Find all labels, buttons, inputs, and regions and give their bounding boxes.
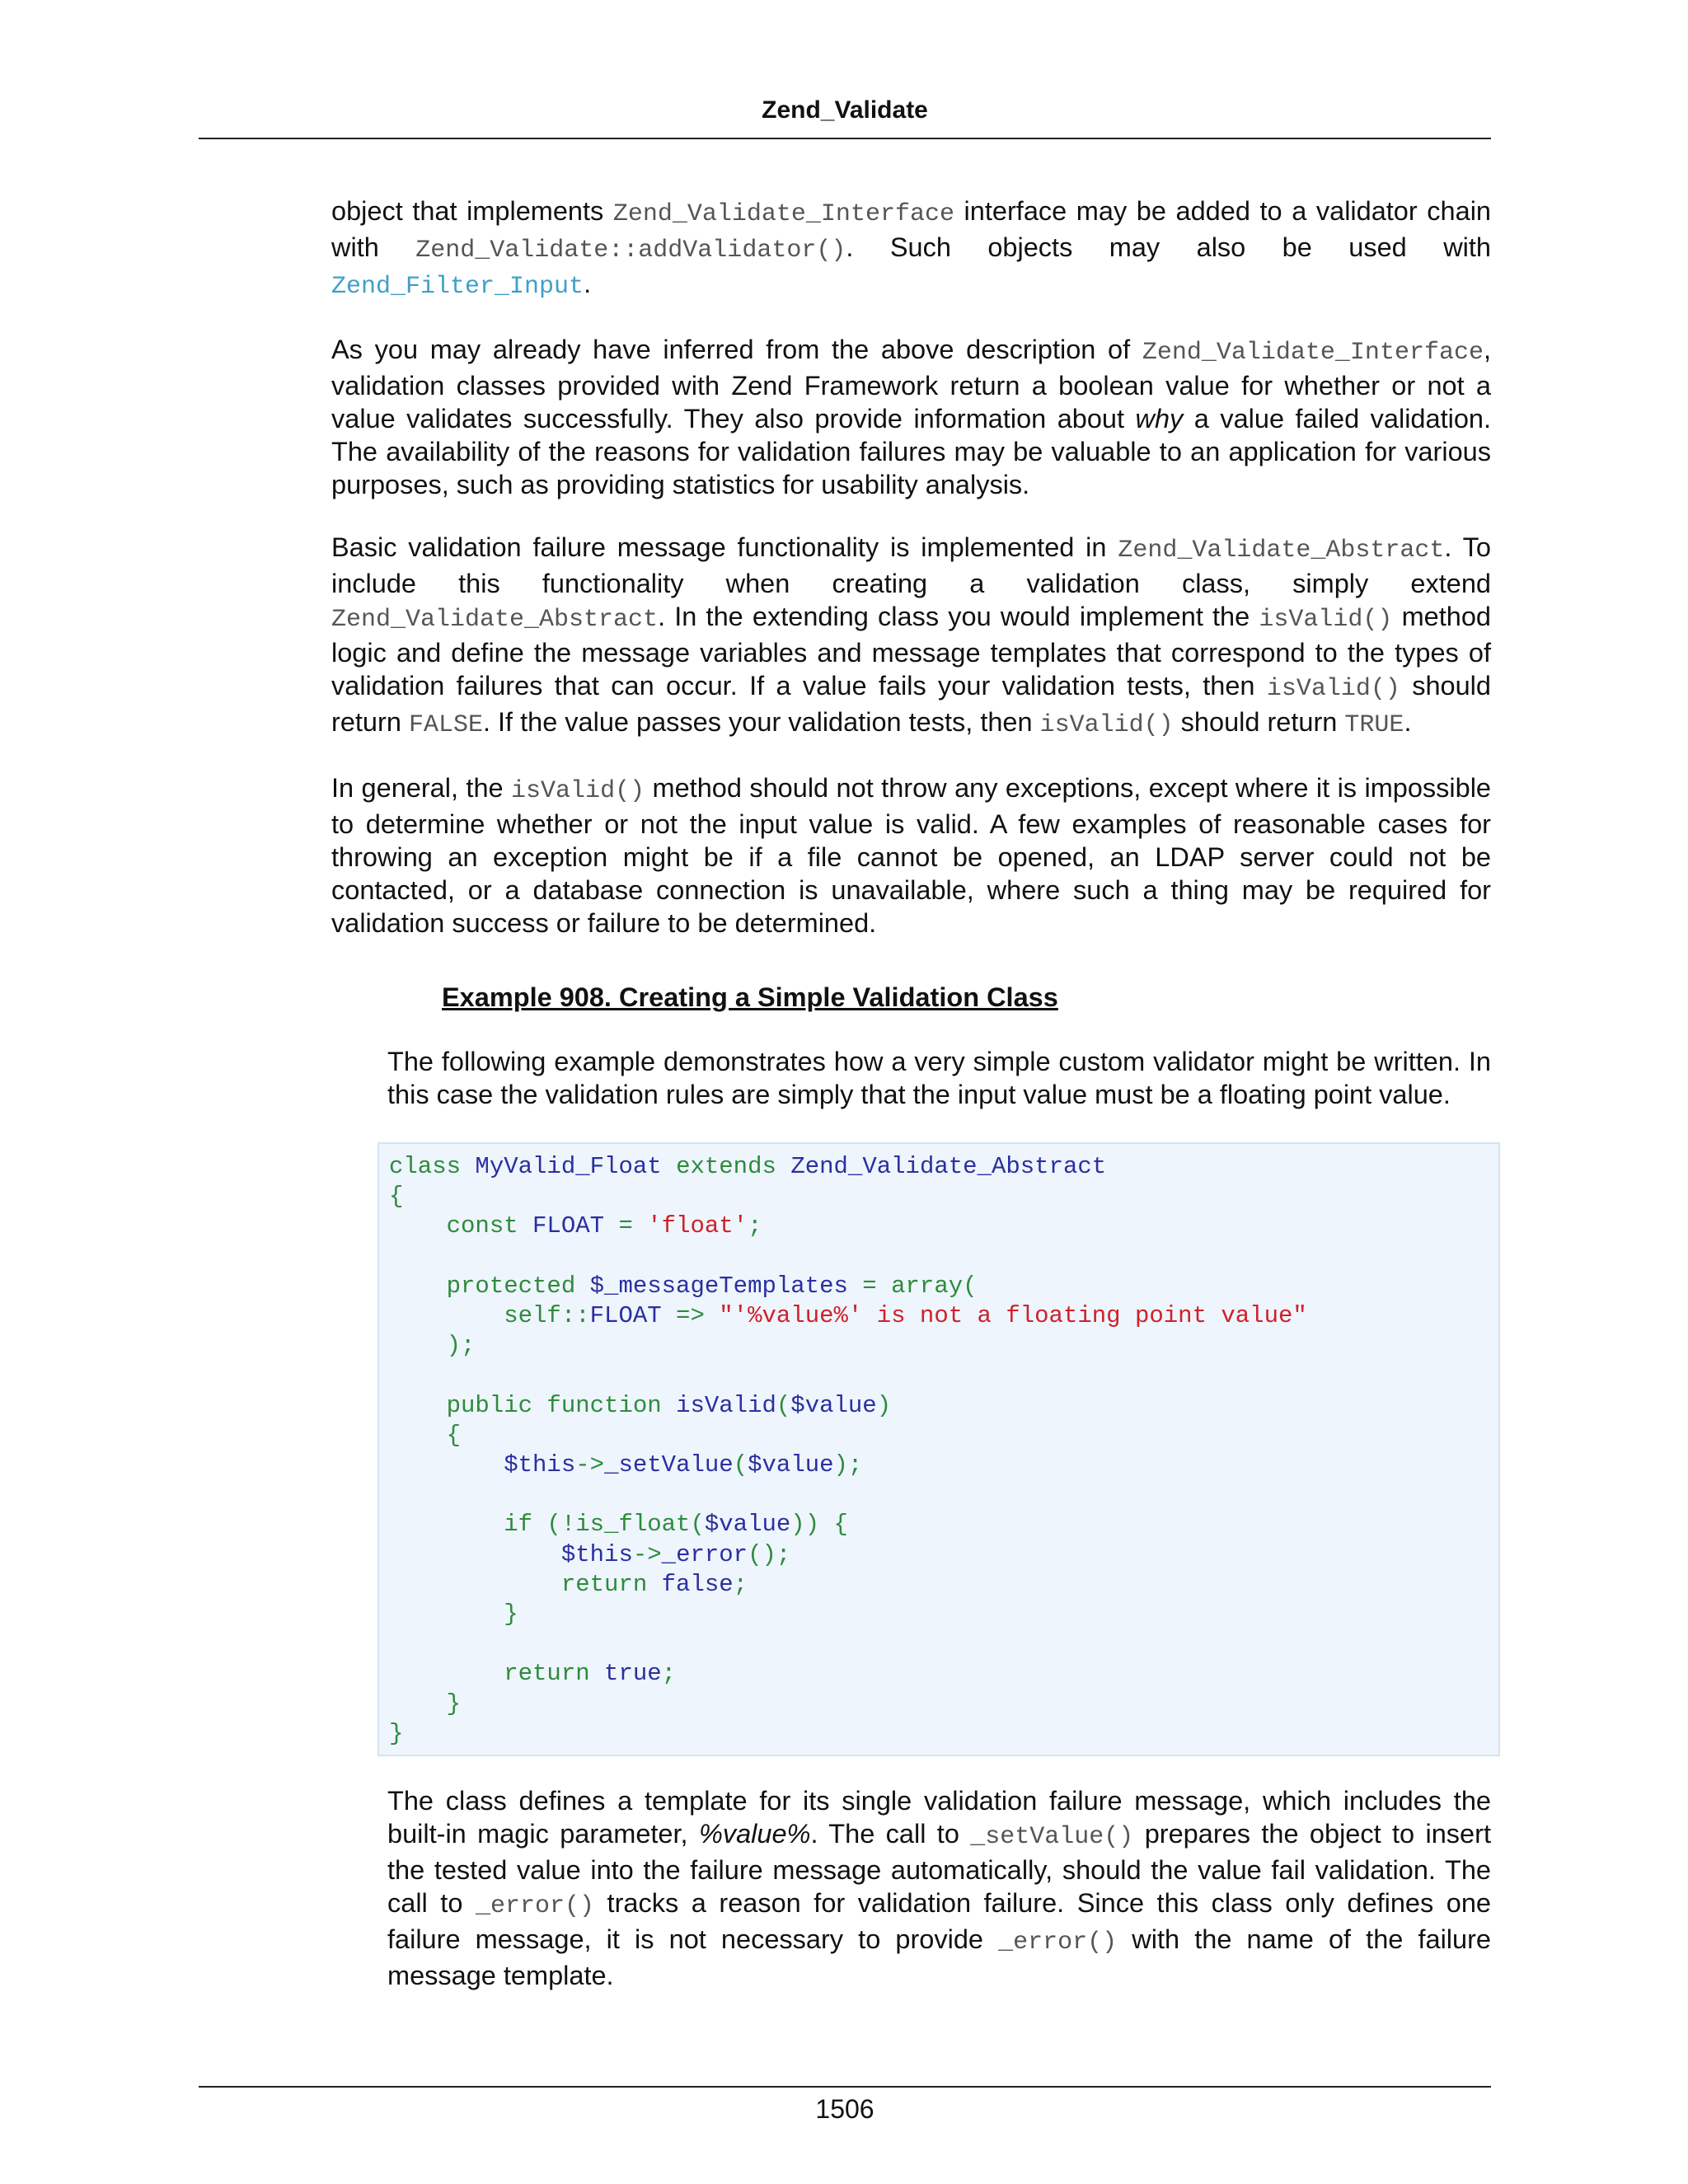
body-text: [331, 194, 1491, 969]
paragraph-interface: object that implements Zend_Validate_Interface interface may be added to a validator chain with Zend_Validate::addValidator(). Such objects may also be used with Zend_Filter_Input.: [331, 196, 1491, 301]
inline-code: Zend_Validate_Interface: [612, 200, 954, 228]
footer-divider: [199, 2086, 1491, 2088]
inline-code: _setValue(): [970, 1823, 1134, 1851]
inline-code: isValid(): [511, 777, 645, 805]
inline-code: isValid(): [1039, 711, 1174, 739]
paragraph-abstract: Basic validation failure message functionality is implemented in Zend_Validate_Abstract. To include this functionality when creating a validation class, simply extend Zend_Validate_Abstract. In the extending class you would implement the isValid() method logic and define the message variables and message templates that correspond to the types of validation failures that can occur. If a value fails your validation tests, then isValid() should return FALSE. If the value passes your validation tests, then isValid() should return TRUE.: [331, 532, 1492, 739]
inline-code: Zend_Validate::addValidator(): [415, 237, 846, 265]
page-header-title: Zend_Validate: [762, 96, 928, 124]
inline-code: isValid(): [1259, 606, 1393, 634]
example-explanation-text: The class defines a template for its single validation failure message, which includes the built-in magic parameter, %value%. The call to _setValue() prepares the object to insert the tested value into the failure message automatically, should the value fail validation. The call to _error() tracks a reason for validation failure. Since this class only defines one failure message, it is not necessary to provide _error() with the name of the failure message template.: [387, 1786, 1491, 1990]
inline-code: _error(): [475, 1892, 594, 1920]
paragraph-boolean: As you may already have inferred from the above description of Zend_Validate_Interface, validation classes provided with Zend Framework return a boolean value for whether or not a value validates successfully. They also provide information about why a value failed validation. The availability of the reasons for validation failures may be valuable to an application for various purposes, such as providing statistics for usability analysis.: [331, 335, 1491, 499]
inline-code: TRUE: [1344, 711, 1404, 739]
code-listing: class MyValid_Float extends Zend_Validate_Abstract { const FLOAT = 'float'; protected $_messageTemplates = array( self::FLOAT => "'%value%' is not a floating point value" ); public function isValid($value) { $this->_setValue($value); if (!is_float($value)) { $this->_error(); return false; } return true; } }: [389, 1153, 1307, 1747]
example-intro: [387, 1045, 1491, 1141]
page-number: 1506: [815, 2094, 874, 2124]
inline-code: FALSE: [408, 711, 483, 739]
example-title: Example 908. Creating a Simple Validation Class: [442, 982, 1058, 1012]
inline-code: Zend_Validate_Abstract: [1118, 537, 1445, 565]
example-explanation: [387, 1784, 1491, 2022]
example-intro-text: The following example demonstrates how a very simple custom validator might be written. In this case the validation rules are simply that the input value must be a floating point value.: [387, 1047, 1491, 1109]
inline-code: Zend_Validate_Interface: [1142, 339, 1484, 367]
paragraph-exceptions: In general, the isValid() method should not throw any exceptions, except where it is impossible to determine whether or not the input value is valid. A few examples of reasonable cases for throwing an exception might be if a file cannot be opened, an LDAP server could not be contacted, or a database connection is unavailable, where such a thing may be required for validation success or failure to be determined.: [331, 773, 1492, 938]
zend-filter-input-link[interactable]: Zend_Filter_Input: [331, 273, 584, 301]
header-divider: [199, 138, 1491, 139]
code-block: [377, 1142, 1500, 1756]
inline-code: isValid(): [1266, 675, 1400, 703]
inline-code: _error(): [998, 1929, 1118, 1957]
inline-code: Zend_Validate_Abstract: [331, 606, 659, 634]
